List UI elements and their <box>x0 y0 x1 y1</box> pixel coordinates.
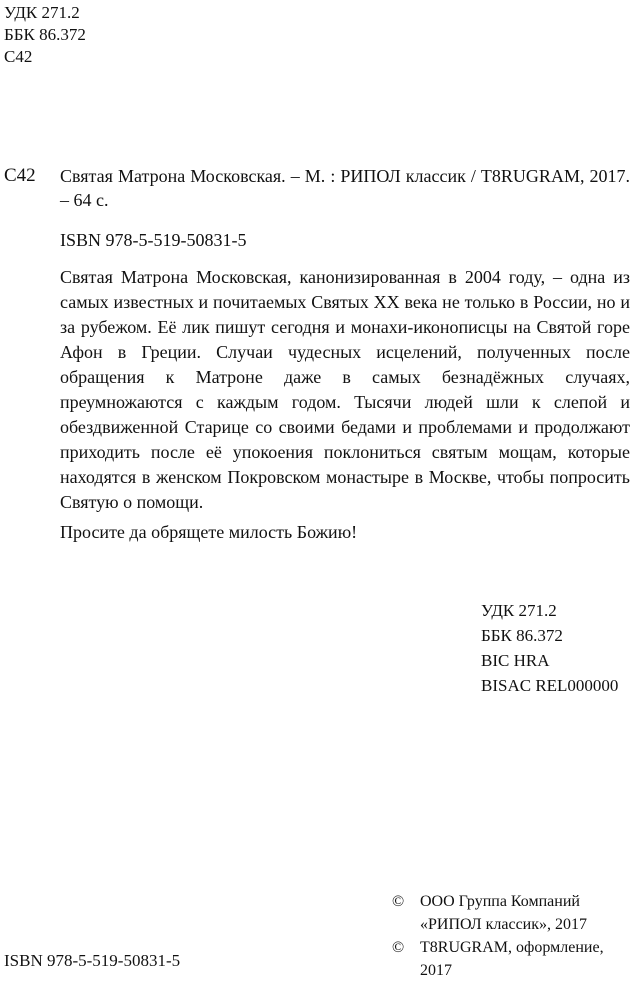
copyright-text: 2017 <box>420 962 452 979</box>
annotation <box>60 265 630 545</box>
copyright-icon: © <box>392 939 405 956</box>
udc-code: УДК 271.2 <box>4 3 80 22</box>
bibliographic-record: Святая Матрона Московская. – М. : РИПОЛ классик / T8RUGRAM, 2017. – 64 с. <box>60 166 630 210</box>
classification-codes <box>481 598 618 698</box>
isbn-main: ISBN 978-5-519-50831-5 <box>60 230 247 250</box>
copyright-line <box>392 890 604 913</box>
header-codes <box>4 2 86 68</box>
isbn-bottom: ISBN 978-5-519-50831-5 <box>4 951 181 970</box>
bic-code: BIC HRA <box>481 651 550 670</box>
bbk-code: ББК 86.372 <box>481 626 563 645</box>
copyright-line <box>392 913 604 936</box>
copyright-text: «РИПОЛ классик», 2017 <box>420 916 588 933</box>
copyright-block <box>392 890 604 982</box>
copyright-icon: © <box>392 893 405 910</box>
udc-code: УДК 271.2 <box>481 601 557 620</box>
annotation-paragraph: Просите да обрящете милость Божию! <box>60 522 358 542</box>
bbk-code: ББК 86.372 <box>4 25 86 44</box>
bisac-code: BISAC REL000000 <box>481 676 619 695</box>
copyright-line <box>392 959 604 982</box>
copyright-text: ООО Группа Компаний <box>420 893 580 910</box>
copyright-text: T8RUGRAM, оформление, <box>420 939 604 956</box>
annotation-paragraph: Святая Матрона Московская, канонизированная в 2004 году, – одна из самых известных и почитаемых Святых XX века не только в России, но и за рубежом. Её лик пишут сегодня и монахи-иконописцы на Святой горе Афон в Греции. Случаи чудесных исцелений, полученных после обращения к Матроне даже в самых безнадёжных случаях, преумножаются с каждым годом. Тысячи людей шли к слепой и обездвиженной Старице со своими бедами и проблемами и продолжают приходить после её упокоения поклониться святым мощам, которые находятся в женском Покровском монастыре в Москве, чтобы попросить Святую о помощи. <box>60 267 630 512</box>
catalog-code: С42 <box>4 165 36 186</box>
author-mark: С42 <box>4 47 33 66</box>
copyright-line <box>392 936 604 959</box>
